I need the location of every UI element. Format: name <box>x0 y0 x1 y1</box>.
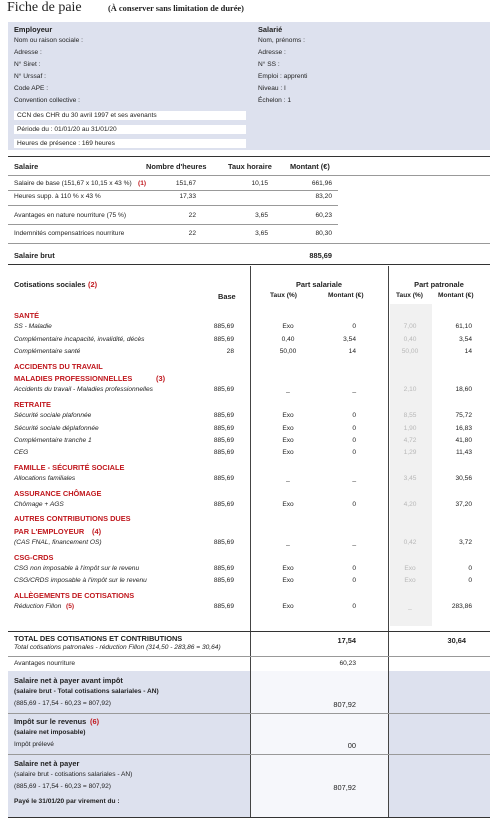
cotisation-taux-salarial: Exo <box>282 437 294 444</box>
cotisation-montant-patronal: 37,20 <box>455 501 472 508</box>
cotisation-label: Allocations familiales <box>14 475 76 483</box>
cotisation-base: 885,69 <box>213 386 234 394</box>
cotisation-base: 885,69 <box>213 539 234 547</box>
salary-hours: 22 <box>188 230 196 237</box>
cotisation-taux-patronal: 50,00 <box>401 348 419 356</box>
cotisation-taux-salarial: _ <box>286 475 290 483</box>
cotisation-montant-salarial: _ <box>352 475 356 483</box>
salary-label: Salaire de base (151,67 x 10,15 x 43 %) <box>14 180 132 187</box>
cotisation-label: Sécurité sociale déplafonnée <box>14 424 99 432</box>
cotisation-montant-salarial: 0 <box>352 501 356 508</box>
cotisation-base: 885,69 <box>213 501 234 508</box>
salary-rate: 10,15 <box>251 180 268 187</box>
cotisation-label: Accidents du travail - Maladies professionnelles <box>14 386 153 394</box>
employee-line: N° SS : <box>258 61 280 68</box>
cotisation-label: CSG non imposable à l'impôt sur le revenu <box>14 565 140 572</box>
cotisation-base: 885,69 <box>213 335 234 343</box>
cotisation-montant-patronal: 3,54 <box>459 335 472 343</box>
employee-line: Nom, prénoms : <box>258 37 305 44</box>
salary-label: Heures supp. à 110 % x 43 % <box>14 193 101 200</box>
section-title: MALADIES PROFESSIONNELLES <box>14 374 133 383</box>
cotisation-taux-salarial: _ <box>286 539 290 547</box>
cotisation-base: 885,69 <box>213 323 234 331</box>
cotisation-taux-salarial: Exo <box>282 501 294 508</box>
page-subtitle: (À conserver sans limitation de durée) <box>108 4 244 13</box>
cotisation-taux-patronal: Exo <box>404 565 416 572</box>
net-a-payer-title: Salaire net à payer <box>14 759 80 768</box>
cotisation-montant-salarial: _ <box>352 386 356 394</box>
employee-line: Adresse : <box>258 49 286 56</box>
employer-line: Convention collective : <box>14 97 80 104</box>
net-avant-impot-title: Salaire net à payer avant impôt <box>14 676 123 685</box>
section-title: RETRAITE <box>14 399 51 409</box>
cotisation-label: (CAS FNAL, financement OS) <box>14 539 102 547</box>
cotisation-montant-salarial: 0 <box>352 323 356 331</box>
cotisation-montant-patronal: 30,56 <box>455 475 472 483</box>
cotisation-taux-patronal: 0,40 <box>403 335 417 343</box>
cotisation-taux-salarial: 0,40 <box>281 335 295 343</box>
section-title: CSG-CRDS <box>14 552 54 562</box>
section-title: ACCIDENTS DU TRAVAIL <box>14 361 103 371</box>
cotisation-montant-patronal: 41,80 <box>455 437 472 444</box>
cotisations-header-note: (2) <box>88 280 98 289</box>
col-taux-s: Taux (%) <box>270 292 297 299</box>
salary-rate: 3,65 <box>255 212 268 219</box>
employer-header: Employeur <box>14 25 53 34</box>
cotisation-base: 885,69 <box>213 449 234 457</box>
salary-hours: 151,67 <box>175 180 196 187</box>
section-title: SANTÉ <box>14 311 40 320</box>
salary-amount: 661,96 <box>311 180 332 187</box>
cotisation-montant-salarial: 0 <box>352 449 356 457</box>
cotisation-taux-salarial: Exo <box>282 323 294 331</box>
heures-text: Heures de présence : 169 heures <box>14 139 246 148</box>
cotisation-montant-salarial: 0 <box>352 565 356 572</box>
salary-amount: 80,30 <box>315 230 332 237</box>
cotisation-taux-patronal: 7,00 <box>403 323 417 331</box>
net-avant-impot-line2: (885,69 - 17,54 - 60,23 = 807,92) <box>14 700 111 707</box>
cotisation-taux-salarial: Exo <box>282 449 294 457</box>
salary-hours: 22 <box>188 212 196 219</box>
employee-line: Emploi : apprenti <box>258 73 308 80</box>
cotisation-montant-patronal: 0 <box>468 565 472 572</box>
cotisation-taux-patronal: 4,20 <box>403 501 417 508</box>
part-salariale-header: Part salariale <box>295 280 343 289</box>
net-a-payer-line2: (885,69 - 17,54 - 60,23 = 807,92) <box>14 783 111 790</box>
cotisation-montant-salarial: 14 <box>348 348 356 356</box>
cotisation-montant-patronal: 16,83 <box>455 424 472 432</box>
cotisation-base: 885,69 <box>213 424 234 432</box>
cotisation-base: 885,69 <box>213 577 234 585</box>
total-patronale: 30,64 <box>447 636 466 645</box>
cotisation-taux-salarial: Exo <box>282 565 294 572</box>
cotisation-montant-salarial: 3,54 <box>343 335 356 343</box>
cotisation-montant-salarial: _ <box>352 539 356 547</box>
cotisation-label: Complémentaire santé <box>14 348 81 356</box>
total-sub: Total cotisations patronales - réduction Fillon (314,50 - 283,86 = 30,64) <box>14 644 221 651</box>
avantages-label: Avantages nourriture <box>14 660 76 667</box>
section-title: ASSURANCE CHÔMAGE <box>14 488 102 498</box>
cotisation-taux-patronal: 0,42 <box>403 539 417 547</box>
net-avant-impot-line1: (salaire brut - Total cotisations salariales - AN) <box>14 688 159 695</box>
salaire-brut-label: Salaire brut <box>14 251 55 260</box>
cotisation-taux-patronal: 1,29 <box>403 449 417 457</box>
salaire-brut-value: 885,69 <box>309 251 332 260</box>
cotisation-label: SS - Maladie <box>14 323 52 331</box>
cotisation-label: CEG <box>14 449 29 457</box>
cotisation-montant-patronal: 3,72 <box>459 539 472 547</box>
cotisation-taux-patronal: 1,90 <box>403 424 417 432</box>
net-avant-impot-value: 807,92 <box>333 700 356 709</box>
cotisation-taux-salarial: 50,00 <box>279 348 297 356</box>
section-title: ALLÈGEMENTS DE COTISATIONS <box>14 590 135 600</box>
cotisation-taux-patronal: 8,55 <box>403 412 417 420</box>
total-label: TOTAL DES COTISATIONS ET CONTRIBUTIONS <box>14 634 183 643</box>
employer-line: N° Siret : <box>14 61 41 68</box>
salary-amount: 60,23 <box>315 212 332 219</box>
net-a-payer-line1: (salaire brut - cotisations salariales - AN) <box>14 771 133 778</box>
section-title: AUTRES CONTRIBUTIONS DUES <box>14 514 131 524</box>
avantages-value: 60,23 <box>339 660 356 667</box>
cotisation-taux-salarial: Exo <box>282 424 294 432</box>
cotisation-label: Complémentaire tranche 1 <box>14 437 92 444</box>
cotisation-taux-patronal: 4,72 <box>403 437 417 444</box>
cotisation-taux-patronal: 2,10 <box>403 386 417 394</box>
cotisation-label: Sécurité sociale plafonnée <box>14 412 92 420</box>
impot-line1: (salaire net imposable) <box>14 729 86 736</box>
section-note: (4) <box>92 526 102 536</box>
cotisation-base: 885,69 <box>213 437 234 444</box>
convention-text: CCN des CHR du 30 avril 1997 et ses avenants <box>14 111 246 120</box>
cotisations-header: Cotisations sociales <box>14 280 86 289</box>
salary-header-amount: Montant (€) <box>290 162 330 171</box>
salary-note: (1) <box>138 180 147 187</box>
salary-amount: 83,20 <box>315 193 332 200</box>
cotisation-montant-patronal: 75,72 <box>455 412 472 420</box>
salary-header-rate: Taux horaire <box>228 162 272 171</box>
cotisation-taux-patronal: Exo <box>404 577 416 585</box>
cotisation-base: 885,69 <box>213 475 234 483</box>
cotisation-base: 885,69 <box>213 565 234 572</box>
cotisation-montant-salarial: 0 <box>352 412 356 420</box>
employer-line: Code APE : <box>14 85 49 92</box>
cotisation-note: (5) <box>66 603 75 611</box>
cotisation-montant-patronal: 11,43 <box>455 449 472 457</box>
page-title: Fiche de paie <box>7 0 82 15</box>
cotisation-montant-salarial: 0 <box>352 424 356 432</box>
salary-header-label: Salaire <box>14 162 39 171</box>
col-montant-p: Montant (€) <box>438 292 474 299</box>
section-note: (3) <box>156 374 166 383</box>
cotisation-label: Complémentaire incapacité, invalidité, décès <box>14 335 145 343</box>
col-montant-s: Montant (€) <box>328 292 364 299</box>
cotisation-label: Réduction Fillon <box>14 603 62 611</box>
cotisation-montant-patronal: 283,86 <box>451 603 472 611</box>
cotisation-montant-patronal: 61,10 <box>455 323 472 331</box>
employee-line: Échelon : 1 <box>258 97 291 104</box>
cotisation-taux-salarial: Exo <box>282 412 294 420</box>
cotisation-label: Chômage + AGS <box>14 501 64 508</box>
cotisation-montant-patronal: 18,60 <box>455 386 472 394</box>
impot-line2: Impôt prélevé <box>14 741 54 748</box>
cotisation-montant-patronal: 14 <box>464 348 472 356</box>
cotisation-montant-salarial: 0 <box>352 437 356 444</box>
cotisation-base: 885,69 <box>213 412 234 420</box>
salary-hours: 17,33 <box>179 193 196 200</box>
net-a-payer-value: 807,92 <box>333 783 356 792</box>
cotisation-label: CSG/CRDS imposable à l'impôt sur le revenu <box>14 577 147 585</box>
section-title: FAMILLE - SÉCURITÉ SOCIALE <box>14 462 125 472</box>
impot-note: (6) <box>90 717 100 726</box>
cotisation-base: 28 <box>226 348 234 356</box>
cotisation-montant-patronal: 0 <box>468 577 472 585</box>
employer-line: Nom ou raison sociale : <box>14 37 83 44</box>
impot-title: Impôt sur le revenus <box>14 717 87 726</box>
cotisation-taux-patronal: 3,45 <box>403 475 417 483</box>
salary-label: Avantages en nature nourriture (75 %) <box>14 212 127 219</box>
employee-line: Niveau : I <box>258 85 286 92</box>
cotisation-base: 885,69 <box>213 603 234 611</box>
employer-line: Adresse : <box>14 49 42 56</box>
salary-label: Indemnités compensatrices nourriture <box>14 230 125 237</box>
employee-header: Salarié <box>258 25 283 34</box>
cotisation-montant-salarial: 0 <box>352 577 356 585</box>
part-patronale-header: Part patronale <box>414 280 464 289</box>
cotisation-taux-salarial: _ <box>286 386 290 394</box>
salary-header-hours: Nombre d'heures <box>146 162 207 171</box>
col-taux-p: Taux (%) <box>396 292 423 299</box>
paid-line: Payé le 31/01/20 par virement du : <box>14 798 120 805</box>
cotisation-montant-salarial: 0 <box>352 603 356 611</box>
cotisation-taux-salarial: Exo <box>282 577 294 585</box>
col-base: Base <box>218 292 236 301</box>
impot-value: 00 <box>347 741 356 750</box>
salary-rate: 3,65 <box>255 230 268 237</box>
periode-text: Période du : 01/01/20 au 31/01/20 <box>14 125 246 134</box>
cotisation-taux-patronal: _ <box>408 603 412 611</box>
employer-line: N° Urssaf : <box>14 73 46 80</box>
total-salariale: 17,54 <box>337 636 356 645</box>
cotisation-taux-salarial: Exo <box>282 603 294 611</box>
section-title: PAR L'EMPLOYEUR <box>14 526 85 536</box>
